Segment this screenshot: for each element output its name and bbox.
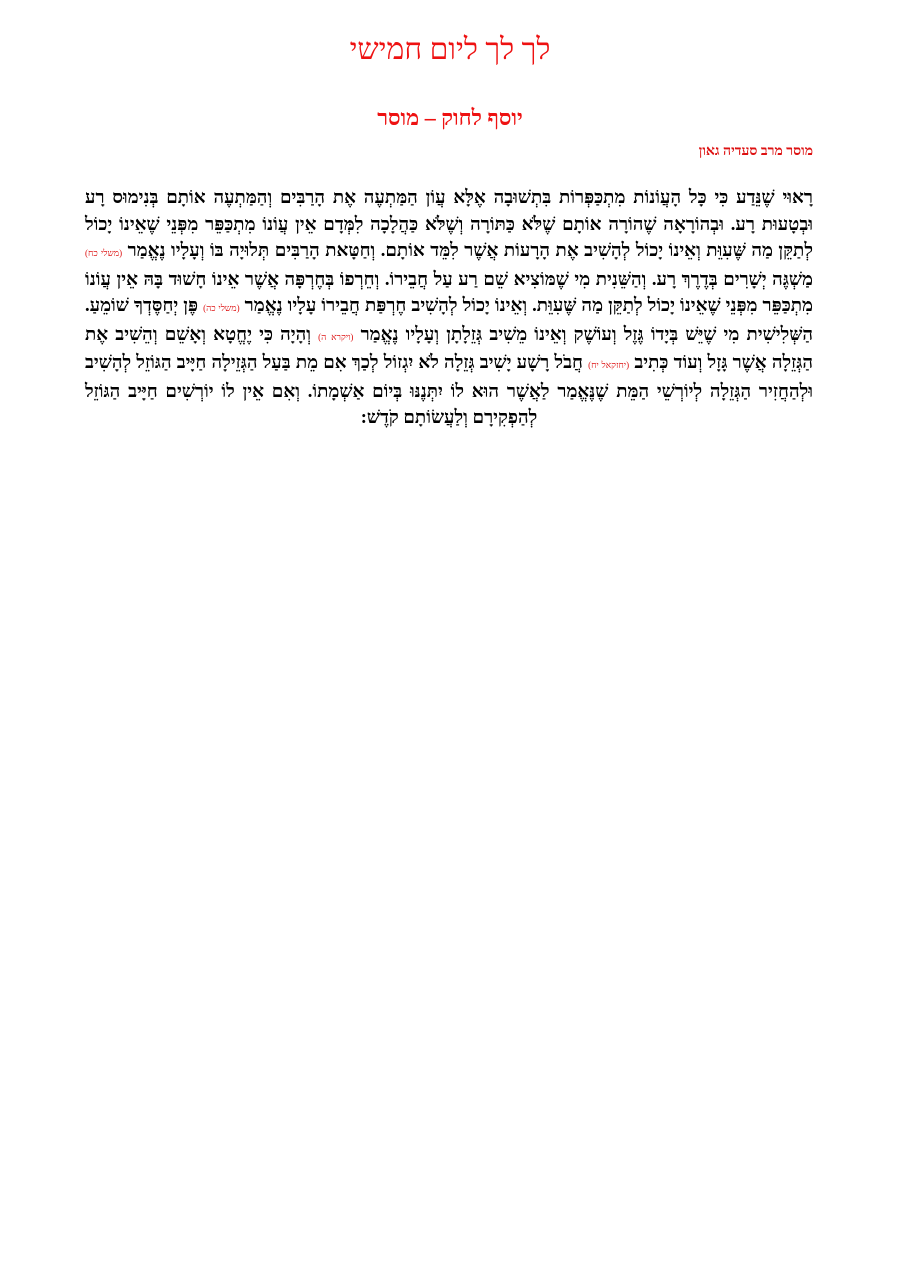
text-segment-5: חֲבֹל רָשָׁע יָשִׁיב גְּזֵלָה לֹא יִגְזוֹל לְכַךְ אִם מֵת בַּעַל הַגְּזֵילָה חַיָּיב הַגּוֹזֵל לְהָשִׁיב וּלְהַחֲזִיר הַגְּזֵלָה לְיוֹרְשֵׁי הַמֵּת שֶׁנֶּאֱמַר לַאֲשֶׁר הוּא לוֹ יִתְּנֶנּוּ בְּיוֹם אַשְׁמָתוֹ. וְאִם אֵין לוֹ יוֹרְשִׁים חַיָּיב הַגּוֹזֵל לְהַפְקִירָם וְלַעֲשׂוֹתָם קֹדֶשׁ: xyxy=(85,353,813,428)
reference-yechezkel-18: (יחזקאל יח) xyxy=(588,360,630,370)
text-segment-4: וְהָיָה כִּי יֶחֱטָא וְאָשֵׁם וְהֵשִׁיב אֶת הַגְּזֵלָה אֲשֶׁר גָּזָל וְעוֹד כְּתִיב xyxy=(85,324,814,373)
page-title: לך לך ליום חמישי xyxy=(349,33,551,66)
text-segment-3: פֶּן יְחַסֶּדְךָ שׁוֹמֵעַ. הַשְּׁלִישִׁית מִי שֶׁיֵּשׁ בְּיָדוֹ גֶּזֶל וְעוֹשֶׁק וְאֵינוֹ מֵשִׁיב גְּזֵלָתָן וְעָלָיו נֶאֱמַר xyxy=(85,296,813,345)
reference-mishlei-28: (משלי כח) xyxy=(85,248,123,258)
text-segment-1: רָאוּי שֶׁנֵּדַע כִּי כָּל הָעֲוֹנוֹת מִתְכַּפְּרוֹת בִּתְשׁוּבָה אֶלָּא עֲוֹן הַמַּתְעֶה אֶת הָרַבִּים וְהַמַּתְעֶה אוֹתָם בְּנִימוּס רָע וּבְטָעוּת רָע. וּבְהוֹרָאָה שֶׁהוֹרָה אוֹתָם שֶׁלֹּא כַּתּוֹרָה וְשֶׁלֹּא כַּהֲלָכָה לִמְּדָם אֵין עֲוֹנוֹ מִתְכַּפֵּר מִפְּנֵי שֶׁאֵינוֹ יָכוֹל לְתַקֵּן מַה שֶּׁעִוֵּת וְאֵינוֹ יָכוֹל לְהָשִׁיב אֶת הָרָעוֹת אֲשֶׁר לִמֵּד אוֹתָם. וְחַטָּאת הָרַבִּים תְּלוּיָה בּוֹ וְעָלָיו נֶאֱמַר xyxy=(85,188,813,261)
text-segment-2: מַשְׁגֶּה יְשָׁרִים בְּדֶרֶךְ רָע. וְהַשֵּׁנִית מִי שֶׁמּוֹצִיא שֵׁם רַע עַל חֲבֵירוֹ. וְחֵרְפוֹ בְּחֶרְפָּה אֲשֶׁר אֵינוֹ חָשׁוּד בָּהּ אֵין עֲוֹנוֹ מִתְכַּפֵּר מִפְּנֵי שֶׁאֵינוֹ יָכוֹל לְתַקֵּן מַה שֶּׁעִוֵּת. וְאֵינוֹ יָכוֹל לְהָשִׁיב חֶרְפַּת חֲבֵירוֹ עָלָיו נֶאֱמַר xyxy=(85,269,813,316)
body-paragraph xyxy=(85,185,813,432)
reference-vayikra-5: (ויקרא ה) xyxy=(318,331,354,342)
reference-mishlei-25: (משלי כה) xyxy=(203,303,240,313)
source-attribution: מוסר מרב סעדיה גאון xyxy=(698,144,813,159)
page-subtitle: יוסף לחוק – מוסר xyxy=(377,105,523,130)
